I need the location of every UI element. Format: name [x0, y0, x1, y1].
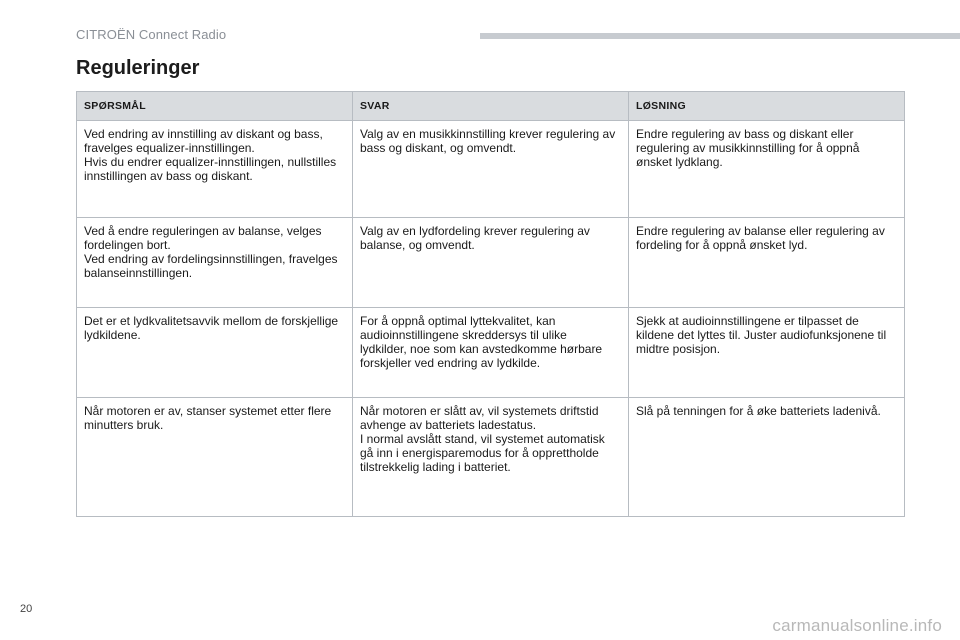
- answer-cell: [353, 308, 629, 398]
- cell-text: Endre regulering av balanse eller regulering av: [636, 224, 885, 238]
- cell-text: Ved å endre reguleringen av balanse, velges: [84, 224, 322, 238]
- solution-cell: [629, 218, 905, 308]
- faq-table: [76, 91, 905, 517]
- solution-cell: [629, 308, 905, 398]
- cell-text: Valg av en lydfordeling krever regulering av: [360, 224, 590, 238]
- cell-text: For å oppnå optimal lyttekvalitet, kan: [360, 314, 556, 328]
- table-header-row: [77, 92, 905, 121]
- cell-text: bass og diskant, og omvendt.: [360, 141, 517, 155]
- cell-text: Ved endring av fordelingsinnstillingen, fravelges: [84, 252, 338, 266]
- cell-text: I normal avslått stand, vil systemet automatisk: [360, 432, 605, 446]
- cell-text: Det er et lydkvalitetsavvik mellom de forskjellige: [84, 314, 339, 328]
- cell-text: midtre posisjon.: [636, 342, 721, 356]
- cell-text: Ved endring av innstilling av diskant og bass,: [84, 127, 323, 141]
- cell-text: Sjekk at audioinnstillingene er tilpasset de: [636, 314, 859, 328]
- cell-text: Hvis du endrer equalizer-innstillingen, nullstilles: [84, 155, 337, 169]
- cell-text: gå inn i energisparemodus for å opprettholde: [360, 446, 599, 460]
- cell-text: kildene det lyttes til. Juster audiofunksjonene til: [636, 328, 887, 342]
- header-title: CITROËN Connect Radio: [76, 27, 227, 42]
- question-cell: [77, 398, 353, 517]
- cell-text: audioinnstillingene skreddersys til ulike: [360, 328, 567, 342]
- table-row: [77, 121, 905, 218]
- question-cell: [77, 218, 353, 308]
- cell-text: minutters bruk.: [84, 418, 164, 432]
- answer-cell: [353, 121, 629, 218]
- cell-text: ønsket lydklang.: [636, 155, 723, 169]
- cell-text: Slå på tenningen for å øke batteriets ladenivå.: [636, 404, 881, 418]
- table-row: [77, 218, 905, 308]
- answer-cell: [353, 398, 629, 517]
- solution-cell: [629, 398, 905, 517]
- page-number: 20: [20, 603, 33, 615]
- page-title: Reguleringer: [76, 57, 200, 79]
- cell-text: balanse, og omvendt.: [360, 238, 475, 252]
- column-header-question: SPØRSMÅL: [77, 92, 353, 121]
- watermark: carmanualsonline.info: [772, 616, 942, 635]
- question-cell: [77, 121, 353, 218]
- column-header-solution: LØSNING: [629, 92, 905, 121]
- column-header-answer: SVAR: [353, 92, 629, 121]
- cell-text: innstillingen av bass og diskant.: [84, 169, 253, 183]
- question-cell: [77, 308, 353, 398]
- table-row: [77, 398, 905, 517]
- cell-text: lydkildene.: [84, 328, 141, 342]
- cell-text: regulering av musikkinnstilling for å oppnå: [636, 141, 860, 155]
- cell-text: fordeling for å oppnå ønsket lyd.: [636, 238, 808, 252]
- cell-text: lydkilder, noe som kan avstedkomme hørbare: [360, 342, 603, 356]
- cell-text: Endre regulering av bass og diskant eller: [636, 127, 854, 141]
- cell-text: Når motoren er slått av, vil systemets driftstid: [360, 404, 599, 418]
- cell-text: fravelges equalizer-innstillingen.: [84, 141, 255, 155]
- cell-text: Når motoren er av, stanser systemet etter flere: [84, 404, 332, 418]
- header-divider-bar: [480, 33, 960, 39]
- cell-text: Valg av en musikkinnstilling krever regulering av: [360, 127, 616, 141]
- answer-cell: [353, 218, 629, 308]
- cell-text: forskjeller ved endring av lydkilde.: [360, 356, 541, 370]
- cell-text: tilstrekkelig lading i batteriet.: [360, 460, 511, 474]
- cell-text: fordelingen bort.: [84, 238, 171, 252]
- solution-cell: [629, 121, 905, 218]
- table-row: [77, 308, 905, 398]
- cell-text: avhenge av batteriets ladestatus.: [360, 418, 537, 432]
- cell-text: balanseinnstillingen.: [84, 266, 193, 280]
